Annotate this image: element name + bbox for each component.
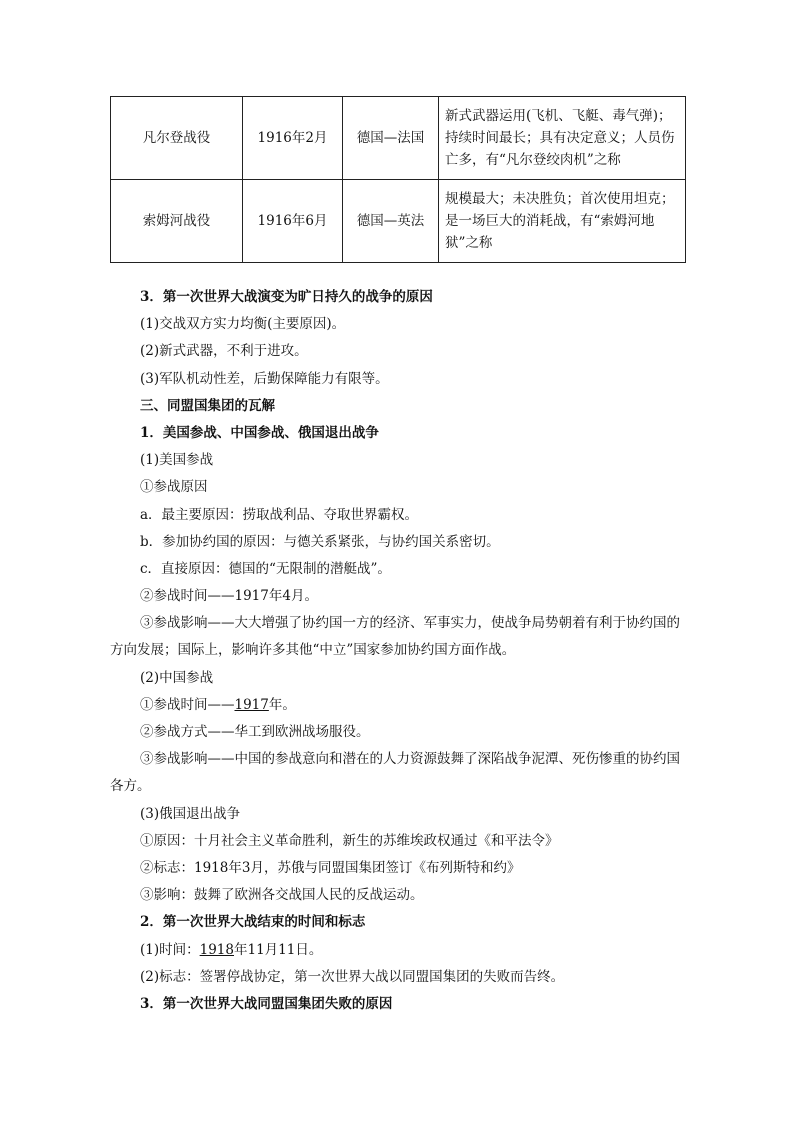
sub-heading: (2)中国参战: [140, 669, 214, 686]
battle-date: 1916年6月: [243, 180, 343, 263]
text-span: 年。: [268, 696, 296, 713]
section-heading: 3．第一次世界大战同盟国集团失败的原因: [140, 995, 393, 1012]
battle-date: 1916年2月: [243, 97, 343, 180]
section-heading: 1．美国参战、中国参战、俄国退出战争: [140, 424, 379, 441]
paragraph: [110, 937, 685, 964]
section-heading: 三、同盟国集团的瓦解: [140, 397, 275, 414]
battle-name: 凡尔登战役: [111, 97, 243, 180]
paragraph: ②参战方式——华工到欧洲战场服役。: [140, 724, 370, 741]
underlined-year: 1918: [199, 941, 234, 958]
paragraph: a．最主要原因：捞取战利品、夺取世界霸权。: [140, 506, 419, 523]
paragraph: (1)交战双方实力均衡(主要原因)。: [140, 316, 346, 333]
underlined-year: 1917: [234, 696, 269, 713]
table-row: [111, 97, 686, 180]
battle-sides: 德国—英法: [343, 180, 439, 263]
paragraph: [110, 692, 685, 719]
battle-description: 新式武器运用(飞机、飞艇、毒气弹)；持续时间最长；具有决定意义；人员伤亡多，有“凡尔登绞肉机”之称: [439, 97, 686, 180]
paragraph: c．直接原因：德国的“无限制的潜艇战”。: [140, 560, 391, 577]
table-row: [111, 180, 686, 263]
paragraph: (2)新式武器，不利于进攻。: [140, 343, 308, 360]
paragraph: ①原因：十月社会主义革命胜利，新生的苏维埃政权通过《和平法令》: [140, 832, 559, 849]
body-text: [110, 284, 685, 1018]
battle-description: 规模最大；未决胜负；首次使用坦克；是一场巨大的消耗战，有“索姆河地狱”之称: [439, 180, 686, 263]
section-heading: 3．第一次世界大战演变为旷日持久的战争的原因: [140, 289, 433, 305]
battle-sides: 德国—法国: [343, 97, 439, 180]
paragraph: ③参战影响——大大增强了协约国一方的经济、军事实力，使战争局势朝着有利于协约国的方向发展；国际上，影响许多其他“中立”国家参加协约国方面作战。: [110, 615, 680, 659]
paragraph: ①参战原因: [140, 479, 208, 496]
text-span: (1)时间：: [140, 941, 200, 958]
battle-table: [110, 96, 686, 263]
paragraph: ②参战时间——1917年4月。: [140, 588, 318, 605]
paragraph: ③参战影响——中国的参战意向和潜在的人力资源鼓舞了深陷战争泥潭、死伤惨重的协约国各方。: [110, 751, 680, 795]
battle-name: 索姆河战役: [111, 180, 243, 263]
sub-heading: (1)美国参战: [140, 452, 214, 469]
paragraph: (2)标志：签署停战协定，第一次世界大战以同盟国集团的失败而告终。: [140, 968, 565, 985]
text-span: 年11月11日。: [233, 941, 323, 958]
sub-heading: (3)俄国退出战争: [140, 805, 241, 822]
paragraph: (3)军队机动性差，后勤保障能力有限等。: [140, 370, 389, 387]
section-heading: 2．第一次世界大战结束的时间和标志: [140, 914, 366, 931]
text-span: ①参战时间——: [140, 696, 235, 713]
paragraph: b．参加协约国的原因：与德关系紧张，与协约国关系密切。: [140, 533, 500, 550]
paragraph: ③影响：鼓舞了欧洲各交战国人民的反战运动。: [140, 887, 424, 904]
paragraph: ②标志：1918年3月，苏俄与同盟国集团签订《布列斯特和约》: [140, 860, 521, 876]
